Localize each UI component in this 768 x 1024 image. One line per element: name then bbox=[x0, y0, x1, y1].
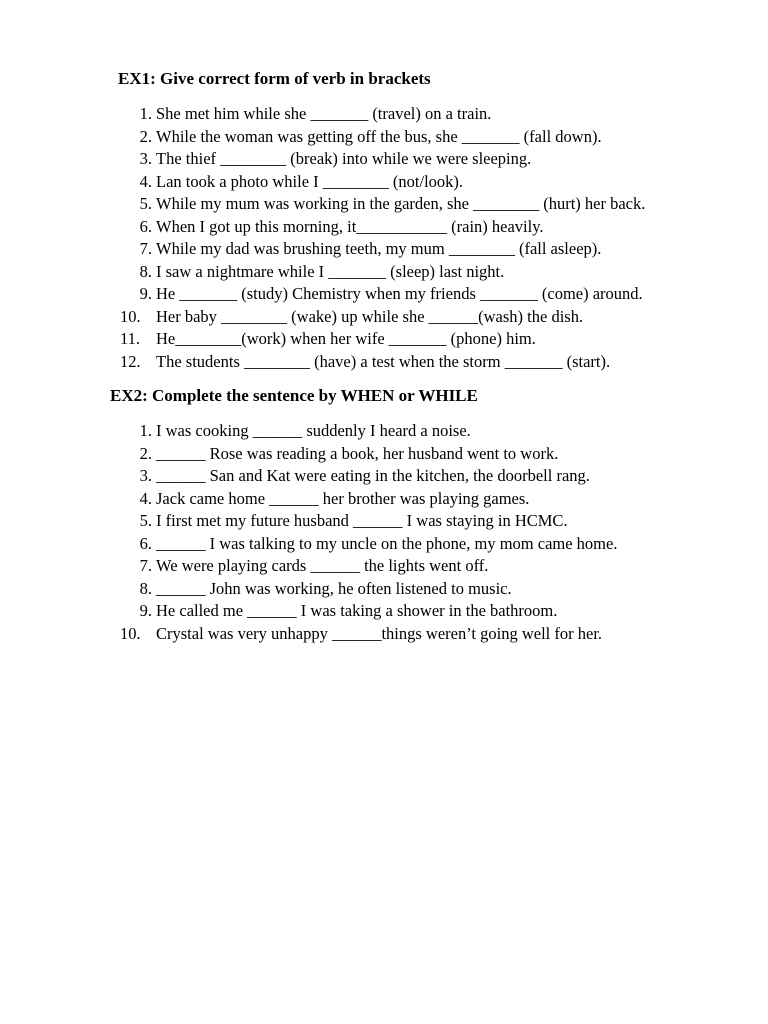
item-text: Lan took a photo while I ________ (not/look). bbox=[156, 171, 464, 191]
item-text: Crystal was very unhappy ______things weren’t going well for her. bbox=[156, 623, 603, 643]
item-text: He________(work) when her wife _______ (phone) him. bbox=[156, 329, 536, 348]
ex1-heading: EX1: Give correct form of verb in brackets bbox=[118, 69, 431, 88]
item-text: While my mum was working in the garden, she ________ (hurt) her back. bbox=[156, 194, 646, 213]
item-number: 2. bbox=[139, 126, 152, 146]
item-text: ______ Rose was reading a book, her husband went to work. bbox=[156, 443, 559, 463]
item-number: 8. bbox=[139, 261, 152, 281]
item-number: 6. bbox=[139, 533, 152, 553]
item-text: While my dad was brushing teeth, my mum ________ (fall asleep). bbox=[156, 239, 602, 258]
item-text: Her baby ________ (wake) up while she ______(wash) the dish. bbox=[156, 306, 584, 326]
item-text: He _______ (study) Chemistry when my friends _______ (come) around. bbox=[156, 284, 643, 303]
item-number: 9. bbox=[139, 284, 152, 303]
item-text: I was cooking ______ suddenly I heard a noise. bbox=[156, 421, 471, 440]
item-text: Jack came home ______ her brother was playing games. bbox=[156, 488, 530, 508]
item-text: She met him while she _______ (travel) on a train. bbox=[156, 104, 492, 123]
item-text: The students ________ (have) a test when the storm _______ (start). bbox=[156, 351, 611, 371]
item-number: 7. bbox=[139, 556, 152, 575]
item-text: The thief ________ (break) into while we were sleeping. bbox=[156, 149, 532, 168]
item-number: 3. bbox=[139, 149, 152, 168]
item-number: 6. bbox=[139, 216, 152, 236]
item-text: When I got up this morning, it___________ (rain) heavily. bbox=[156, 216, 544, 236]
item-number: 3. bbox=[139, 466, 152, 485]
item-text: ______ John was working, he often listened to music. bbox=[156, 578, 512, 598]
item-number: 10. bbox=[120, 306, 141, 326]
ex2-heading: EX2: Complete the sentence by WHEN or WHILE bbox=[110, 386, 478, 405]
item-text: I first met my future husband ______ I was staying in HCMC. bbox=[156, 511, 568, 530]
item-number: 12. bbox=[120, 351, 141, 371]
item-text: ______ San and Kat were eating in the kitchen, the doorbell rang. bbox=[156, 466, 590, 485]
item-number: 8. bbox=[139, 578, 152, 598]
item-text: ______ I was talking to my uncle on the phone, my mom came home. bbox=[156, 533, 618, 553]
item-number: 1. bbox=[139, 421, 152, 440]
item-number: 10. bbox=[120, 623, 141, 643]
item-number: 7. bbox=[139, 239, 152, 258]
item-number: 2. bbox=[139, 443, 152, 463]
item-number: 4. bbox=[139, 171, 152, 191]
item-number: 4. bbox=[139, 488, 152, 508]
item-text: We were playing cards ______ the lights went off. bbox=[156, 556, 489, 575]
item-number: 1. bbox=[139, 104, 152, 123]
item-number: 5. bbox=[139, 511, 152, 530]
item-number: 5. bbox=[139, 194, 152, 213]
item-text: I saw a nightmare while I _______ (sleep) last night. bbox=[156, 261, 505, 281]
item-number: 9. bbox=[139, 601, 152, 620]
item-text: While the woman was getting off the bus, she _______ (fall down). bbox=[156, 126, 602, 146]
item-number: 11. bbox=[120, 329, 141, 348]
item-text: He called me ______ I was taking a shower in the bathroom. bbox=[156, 601, 558, 620]
